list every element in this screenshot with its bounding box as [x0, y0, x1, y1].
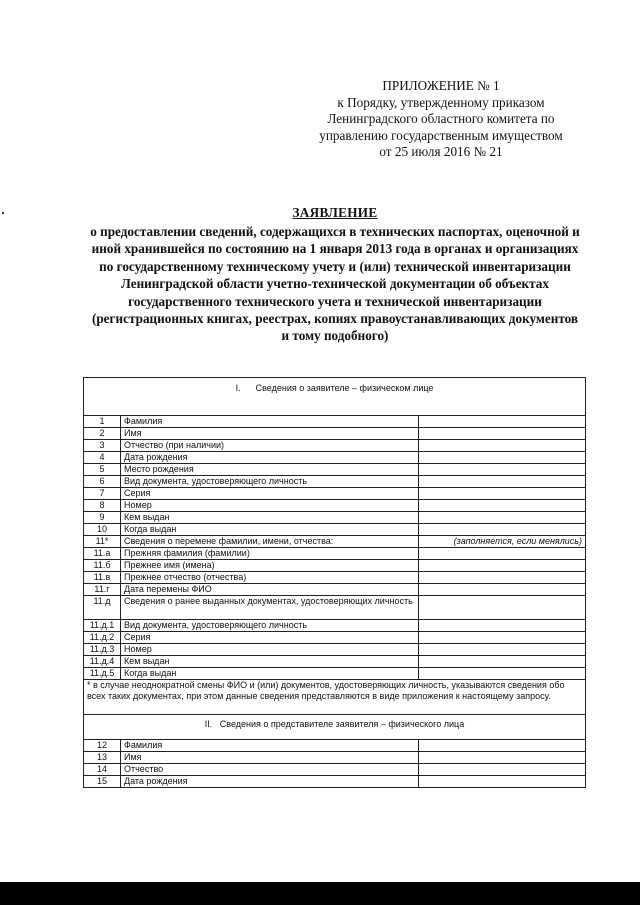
- row-value-field[interactable]: [419, 416, 586, 428]
- row-number: 13: [84, 752, 121, 764]
- row-value-field[interactable]: [419, 560, 586, 572]
- form-row: [84, 512, 586, 524]
- row-label: Прежняя фамилия (фамилии): [121, 548, 419, 560]
- row-label: Дата перемены ФИО: [121, 584, 419, 596]
- row-number: 1: [84, 416, 121, 428]
- row-value-field[interactable]: [419, 548, 586, 560]
- row-value-field[interactable]: [419, 512, 586, 524]
- row-label: Сведения о ранее выданных документах, удостоверяющих личность: [121, 596, 419, 620]
- row-value-field[interactable]: [419, 668, 586, 680]
- row-label: Фамилия: [121, 740, 419, 752]
- form-row: [84, 764, 586, 776]
- appendix-line-3: управлению государственным имуществом: [319, 127, 563, 143]
- row-value-field[interactable]: [419, 428, 586, 440]
- row-number: 11.д.4: [84, 656, 121, 668]
- section-2-title: II. Сведения о представителе заявителя – физического лица: [84, 715, 586, 740]
- form-row: [84, 560, 586, 572]
- application-form-table: [83, 377, 586, 788]
- row-number: 14: [84, 764, 121, 776]
- appendix-date: от 25 июля 2016 № 21: [379, 144, 503, 159]
- row-number: 4: [84, 452, 121, 464]
- row-number: 11.б: [84, 560, 121, 572]
- row-label: Отчество (при наличии): [121, 440, 419, 452]
- row-number: 8: [84, 500, 121, 512]
- form-row: [84, 740, 586, 752]
- row-value-field[interactable]: [419, 656, 586, 668]
- form-row: [84, 440, 586, 452]
- form-row: [84, 548, 586, 560]
- scan-mark: [2, 212, 4, 214]
- row-value-field[interactable]: [419, 488, 586, 500]
- row-label: Серия: [121, 488, 419, 500]
- row-label: Имя: [121, 428, 419, 440]
- form-row: [84, 464, 586, 476]
- document-heading: ЗАЯВЛЕНИЕ: [292, 205, 378, 220]
- row-number: 11.в: [84, 572, 121, 584]
- row-value-field[interactable]: [419, 584, 586, 596]
- row-label: Прежнее имя (имена): [121, 560, 419, 572]
- row-number: 11*: [84, 536, 121, 548]
- form-row: [84, 452, 586, 464]
- row-label: Кем выдан: [121, 656, 419, 668]
- form-row: [84, 488, 586, 500]
- form-row: [84, 656, 586, 668]
- section-1-title: I. Сведения о заявителе – физическом лице: [84, 378, 586, 416]
- row-label: Дата рождения: [121, 776, 419, 788]
- row-label: Номер: [121, 644, 419, 656]
- row-label: Когда выдан: [121, 668, 419, 680]
- row-number: 11.д.2: [84, 632, 121, 644]
- row-label: Серия: [121, 632, 419, 644]
- row-value-field[interactable]: [419, 500, 586, 512]
- row-value-field[interactable]: [419, 596, 586, 620]
- row-value-field[interactable]: [419, 476, 586, 488]
- row-label: Отчество: [121, 764, 419, 776]
- row-number: 10: [84, 524, 121, 536]
- row-value-field[interactable]: [419, 740, 586, 752]
- row-number: 12: [84, 740, 121, 752]
- form-row: [84, 476, 586, 488]
- row-label: Фамилия: [121, 416, 419, 428]
- row-value-field[interactable]: [419, 440, 586, 452]
- row-value-field[interactable]: [419, 464, 586, 476]
- row-label: Имя: [121, 752, 419, 764]
- row-value-field[interactable]: [419, 524, 586, 536]
- appendix-title: ПРИЛОЖЕНИЕ № 1: [382, 78, 500, 93]
- document-title: [90, 205, 580, 345]
- form-row: [84, 752, 586, 764]
- form-row: [84, 500, 586, 512]
- row-number: 6: [84, 476, 121, 488]
- row-label: Вид документа, удостоверяющего личность: [121, 476, 419, 488]
- scan-bottom-border: [0, 882, 640, 905]
- row-label: Прежнее отчество (отчества): [121, 572, 419, 584]
- row-number: 15: [84, 776, 121, 788]
- form-row: [84, 668, 586, 680]
- row-value-field[interactable]: [419, 572, 586, 584]
- row-value-field[interactable]: [419, 620, 586, 632]
- row-number: 2: [84, 428, 121, 440]
- footnote-row: [84, 680, 586, 715]
- form-row: [84, 524, 586, 536]
- form-row: [84, 632, 586, 644]
- footnote: * в случае неоднократной смены ФИО и (или) документов, удостоверяющих личность, указываются сведения обо всех таких документах, при этом данные сведения представляются в виде приложения к настоящему запросу.: [84, 680, 586, 715]
- form-row: [84, 644, 586, 656]
- row-label: Вид документа, удостоверяющего личность: [121, 620, 419, 632]
- appendix-header: [300, 78, 582, 161]
- row-number: 5: [84, 464, 121, 476]
- form-row: [84, 416, 586, 428]
- row-label: Сведения о перемене фамилии, имени, отчества:: [121, 536, 419, 548]
- row-number: 11.д.3: [84, 644, 121, 656]
- row-hint: (заполняется, если менялись): [419, 536, 586, 548]
- row-number: 9: [84, 512, 121, 524]
- row-label: Номер: [121, 500, 419, 512]
- form-row: [84, 620, 586, 632]
- form-row: [84, 428, 586, 440]
- section-1-header: [84, 378, 586, 416]
- row-number: 3: [84, 440, 121, 452]
- row-number: 11.д: [84, 596, 121, 620]
- row-value-field[interactable]: [419, 632, 586, 644]
- row-number: 7: [84, 488, 121, 500]
- form-row: [84, 572, 586, 584]
- row-value-field[interactable]: [419, 452, 586, 464]
- row-value-field[interactable]: [419, 752, 586, 764]
- row-label: Место рождения: [121, 464, 419, 476]
- section-2-header: [84, 715, 586, 740]
- form-row: [84, 596, 586, 620]
- row-label: Дата рождения: [121, 452, 419, 464]
- form-row: [84, 776, 586, 788]
- form-row: [84, 584, 586, 596]
- document-subject: о предоставлении сведений, содержащихся в технических паспортах, оценочной и иной хранившейся по состоянию на 1 января 2013 года в органах и организациях по государственному техническому учету и (или) технической инвентаризации Ленинградской области учетно-технической документации об объектах государственного технического учета и технической инвентаризации (регистрационных книгах, реестрах, копиях правоустанавливающих документов и тому подобного): [90, 224, 580, 344]
- row-number: 11.а: [84, 548, 121, 560]
- row-value-field[interactable]: [419, 644, 586, 656]
- appendix-line-1: к Порядку, утвержденному приказом: [337, 94, 545, 110]
- row-number: 11.д.1: [84, 620, 121, 632]
- row-value-field[interactable]: [419, 764, 586, 776]
- row-number: 11.д.5: [84, 668, 121, 680]
- form-row: [84, 536, 586, 548]
- row-label: Когда выдан: [121, 524, 419, 536]
- row-number: 11.г: [84, 584, 121, 596]
- row-label: Кем выдан: [121, 512, 419, 524]
- row-value-field[interactable]: [419, 776, 586, 788]
- appendix-line-2: Ленинградского областного комитета по: [327, 111, 555, 126]
